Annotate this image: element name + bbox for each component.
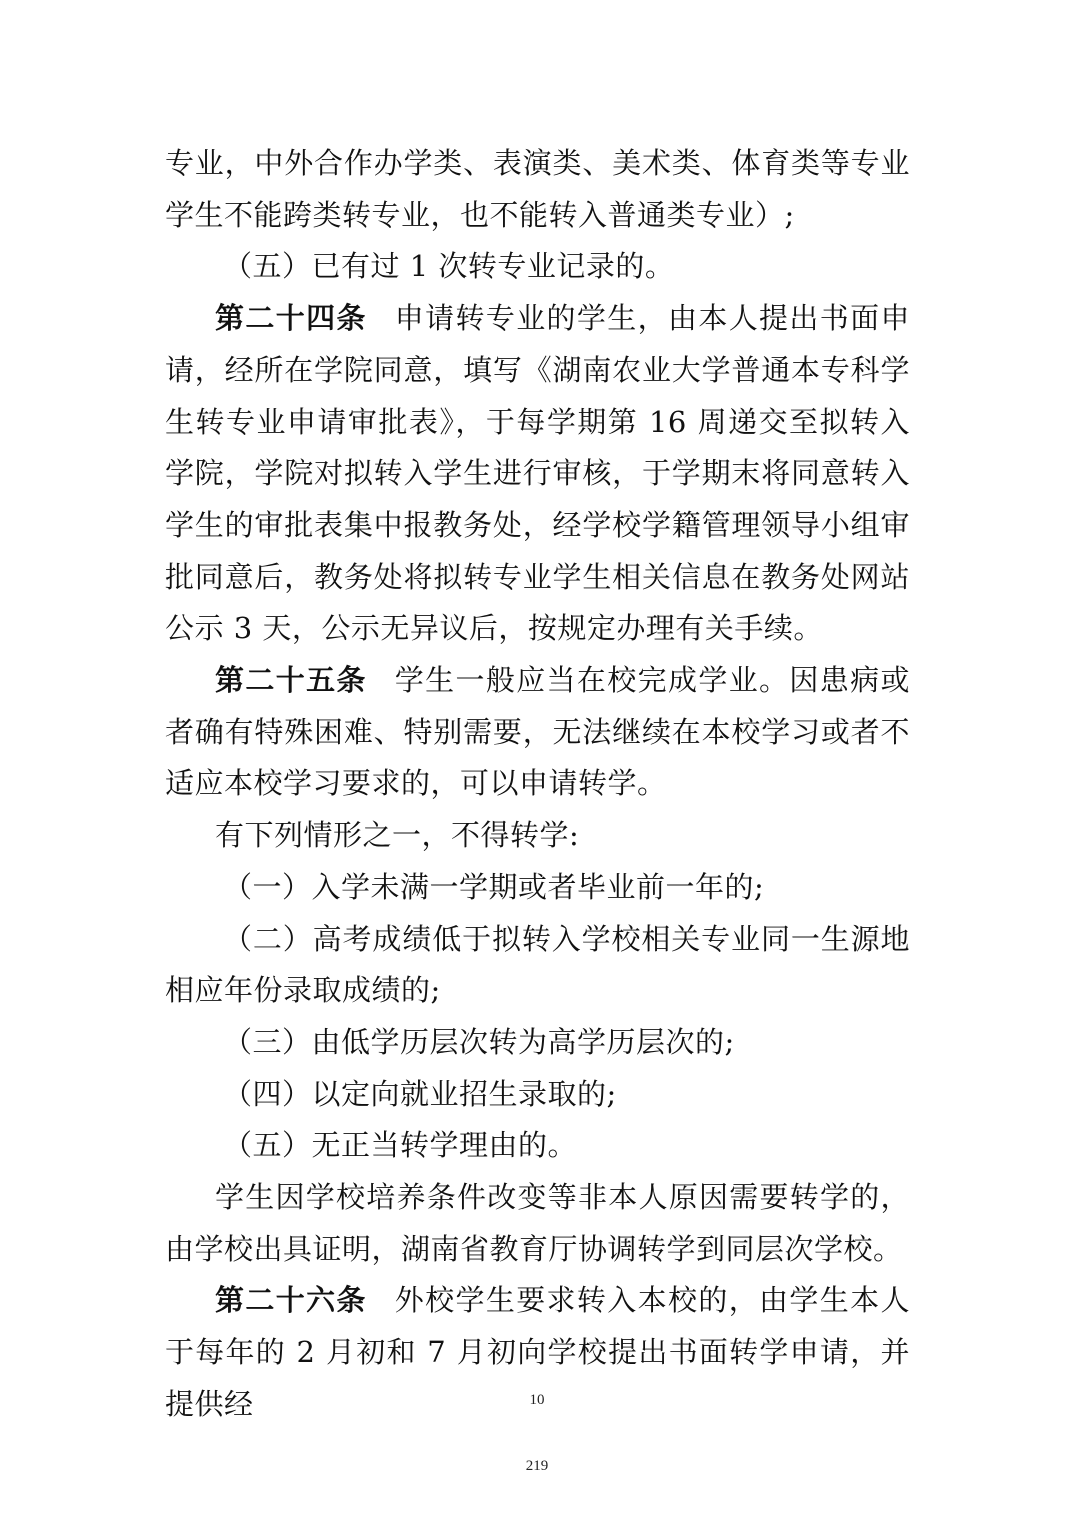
- sequence-number: 219: [525, 1458, 549, 1474]
- paragraph-continuation: 专业，中外合作办学类、表演类、美术类、体育类等专业学生不能跨类转专业，也不能转入普通类专业）;: [165, 146, 910, 232]
- list-item: （五）无正当转学理由的。: [223, 1128, 578, 1163]
- list-item: （四）以定向就业招生录取的;: [223, 1076, 617, 1111]
- article-heading: 第二十六条: [215, 1283, 367, 1318]
- article-heading: 第二十五条: [215, 663, 367, 698]
- list-item: （五）已有过 1 次转专业记录的。: [223, 249, 675, 284]
- paragraph: 有下列情形之一，不得转学:: [215, 818, 580, 853]
- article-25: 第二十五条 学生一般应当在校完成学业。因患病或者确有特殊困难、特别需要，无法继续在本校学习或者不适应本校学习要求的，可以申请转学。: [165, 663, 910, 801]
- article-24: 第二十四条 申请转专业的学生，由本人提出书面申请，经所在学院同意，填写《湖南农业大学普通本专科学生转专业申请审批表》，于每学期第 16 周递交至拟转入学院，学院对拟转入学生进行审核，于学期末将同意转入学生的审批表集中报教务处，经学校学籍管理领导小组审批同意后，教务处将拟转专业学生相关信息在教务处网站公示 3 天，公示无异议后，按规定办理有关手续。: [165, 301, 910, 646]
- list-item: （一）入学未满一学期或者毕业前一年的;: [223, 869, 765, 904]
- list-item: （三）由低学历层次转为高学历层次的;: [223, 1024, 735, 1059]
- page-number: 10: [529, 1392, 545, 1408]
- article-26: 第二十六条 外校学生要求转入本校的，由学生本人于每年的 2 月初和 7 月初向学校提出书面转学申请，并提供经: [165, 1283, 910, 1421]
- list-item: （二）高考成绩低于拟转入学校相关专业同一生源地相应年份录取成绩的;: [165, 921, 910, 1008]
- article-heading: 第二十四条: [215, 301, 367, 336]
- body-text: [165, 138, 910, 1431]
- paragraph: 学生因学校培养条件改变等非本人原因需要转学的，由学校出具证明，湖南省教育厅协调转学到同层次学校。: [165, 1180, 910, 1266]
